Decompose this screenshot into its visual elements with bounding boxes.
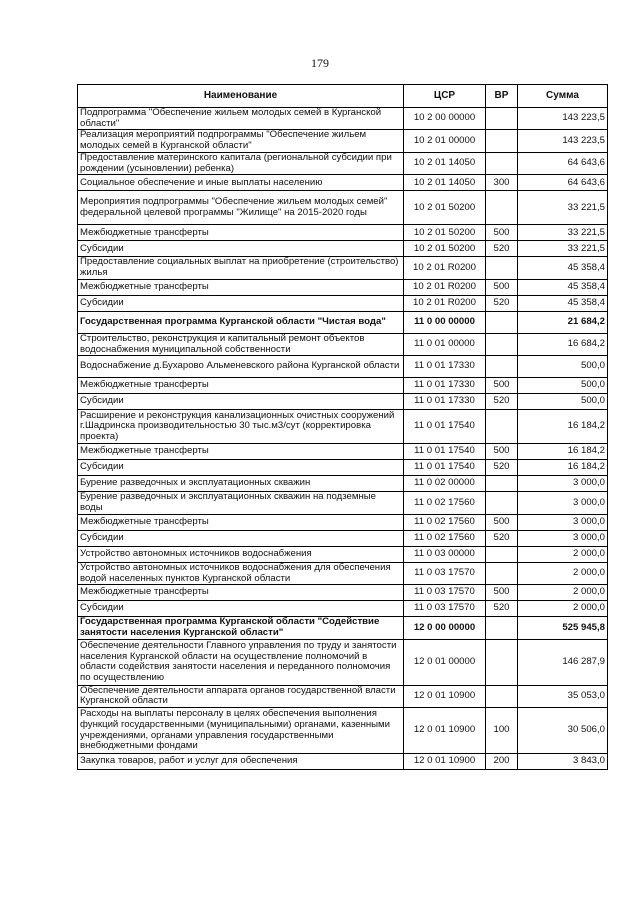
cell-csr: 11 0 03 00000 [404,546,486,562]
cell-sum: 500,0 [518,356,608,378]
table-row [78,333,608,355]
cell-vr [486,356,518,378]
cell-sum: 21 684,2 [518,311,608,333]
cell-sum: 2 000,0 [518,562,608,584]
table-row [78,257,608,279]
table-row [78,585,608,601]
cell-name: Бурение разведочных и эксплуатационных скважин [78,476,404,492]
cell-name: Межбюджетные трансферты [78,444,404,460]
cell-sum: 2 000,0 [518,546,608,562]
table-body [78,108,608,770]
cell-vr [486,476,518,492]
cell-csr: 12 0 00 00000 [404,617,486,639]
cell-sum: 3 000,0 [518,514,608,530]
cell-name: Субсидии [78,530,404,546]
cell-name: Предоставление материнского капитала (региональной субсидии при рождении (усыновлении) ребенка) [78,152,404,174]
table-row [78,191,608,225]
cell-sum: 146 287,9 [518,639,608,685]
header-sum: Сумма [518,85,608,108]
cell-csr: 11 0 02 00000 [404,476,486,492]
cell-vr: 500 [486,444,518,460]
cell-csr: 11 0 01 17540 [404,444,486,460]
table-row [78,514,608,530]
cell-name: Субсидии [78,601,404,617]
table-row [78,617,608,639]
cell-name: Субсидии [78,295,404,311]
cell-name: Строительство, реконструкция и капитальный ремонт объектов водоснабжения муниципальной собственности [78,333,404,355]
cell-sum: 16 184,2 [518,410,608,444]
table-row [78,175,608,191]
cell-sum: 16 684,2 [518,333,608,355]
cell-csr: 10 2 00 00000 [404,108,486,130]
cell-sum: 2 000,0 [518,601,608,617]
cell-vr: 520 [486,241,518,257]
table-row [78,685,608,707]
cell-csr: 11 0 00 00000 [404,311,486,333]
cell-csr: 12 0 01 00000 [404,639,486,685]
cell-vr [486,562,518,584]
table-row [78,530,608,546]
cell-csr: 11 0 02 17560 [404,492,486,514]
cell-vr: 300 [486,175,518,191]
header-row [78,85,608,108]
table-row [78,492,608,514]
cell-vr [486,333,518,355]
cell-name: Мероприятия подпрограммы "Обеспечение жильем молодых семей" федеральной целевой программы "Жилище" на 2015-2020 годы [78,191,404,225]
cell-name: Государственная программа Курганской области "Содействие занятости населения Курганской области" [78,617,404,639]
cell-csr: 11 0 02 17560 [404,514,486,530]
cell-name: Субсидии [78,241,404,257]
cell-name: Реализация мероприятий подпрограммы "Обеспечение жильем молодых семей в Курганской области" [78,130,404,152]
cell-sum: 45 358,4 [518,257,608,279]
table-row [78,108,608,130]
cell-sum: 64 643,6 [518,152,608,174]
cell-vr: 500 [486,585,518,601]
table-row [78,708,608,754]
table-row [78,225,608,241]
cell-vr: 520 [486,295,518,311]
cell-vr: 500 [486,514,518,530]
cell-sum: 2 000,0 [518,585,608,601]
table-row [78,410,608,444]
cell-name: Водоснабжение д.Бухарово Альменевского района Курганской области [78,356,404,378]
cell-sum: 64 643,6 [518,175,608,191]
cell-vr [486,685,518,707]
cell-sum: 143 223,5 [518,130,608,152]
table-row [78,546,608,562]
cell-sum: 16 184,2 [518,444,608,460]
table-row [78,476,608,492]
cell-sum: 3 000,0 [518,530,608,546]
cell-sum: 3 000,0 [518,492,608,514]
cell-name: Обеспечение деятельности Главного управления по труду и занятости населения Курганской области на осуществление полномочий в области содействия занятости населения и переданного полномочия по осуществлению [78,639,404,685]
budget-table [77,84,608,770]
cell-name: Социальное обеспечение и иные выплаты населению [78,175,404,191]
cell-vr [486,639,518,685]
cell-csr: 10 2 01 R0200 [404,257,486,279]
cell-name: Расширение и реконструкция канализационных очистных сооружений г.Шадринска производительностью 30 тыс.м3/сут (корректировка проекта) [78,410,404,444]
cell-csr: 12 0 01 10900 [404,754,486,770]
table-row [78,601,608,617]
cell-csr: 10 2 01 R0200 [404,295,486,311]
cell-csr: 11 0 01 17330 [404,394,486,410]
cell-csr: 12 0 01 10900 [404,708,486,754]
cell-csr: 11 0 02 17560 [404,530,486,546]
table-row [78,460,608,476]
cell-sum: 45 358,4 [518,295,608,311]
cell-vr [486,410,518,444]
cell-sum: 500,0 [518,378,608,394]
cell-csr: 11 0 01 17540 [404,410,486,444]
cell-name: Предоставление социальных выплат на приобретение (строительство) жилья [78,257,404,279]
cell-csr: 11 0 01 17330 [404,356,486,378]
cell-vr [486,152,518,174]
header-vr: ВР [486,85,518,108]
cell-name: Межбюджетные трансферты [78,585,404,601]
cell-name: Межбюджетные трансферты [78,279,404,295]
cell-name: Межбюджетные трансферты [78,378,404,394]
cell-sum: 3 000,0 [518,476,608,492]
cell-name: Закупка товаров, работ и услуг для обеспечения [78,754,404,770]
cell-sum: 500,0 [518,394,608,410]
cell-name: Субсидии [78,460,404,476]
cell-vr: 520 [486,601,518,617]
cell-vr [486,311,518,333]
cell-sum: 525 945,8 [518,617,608,639]
cell-vr: 520 [486,530,518,546]
cell-vr [486,191,518,225]
cell-name: Подпрограмма "Обеспечение жильем молодых семей в Курганской области" [78,108,404,130]
header-name: Наименование [78,85,404,108]
cell-name: Устройство автономных источников водоснабжения [78,546,404,562]
cell-vr: 500 [486,279,518,295]
cell-sum: 3 843,0 [518,754,608,770]
table-row [78,444,608,460]
cell-csr: 10 2 01 R0200 [404,279,486,295]
page-number: 179 [311,56,329,70]
cell-vr [486,546,518,562]
table-row [78,279,608,295]
table-row [78,295,608,311]
cell-csr: 11 0 01 17540 [404,460,486,476]
cell-csr: 11 0 01 17330 [404,378,486,394]
cell-csr: 10 2 01 14050 [404,152,486,174]
cell-csr: 10 2 01 50200 [404,241,486,257]
cell-csr: 11 0 01 00000 [404,333,486,355]
cell-csr: 12 0 01 10900 [404,685,486,707]
cell-vr [486,257,518,279]
cell-vr: 500 [486,378,518,394]
table-row [78,562,608,584]
table-row [78,311,608,333]
cell-vr: 520 [486,460,518,476]
cell-sum: 16 184,2 [518,460,608,476]
table-row [78,356,608,378]
table-row [78,152,608,174]
cell-sum: 143 223,5 [518,108,608,130]
cell-csr: 10 2 01 14050 [404,175,486,191]
cell-sum: 33 221,5 [518,241,608,257]
cell-vr [486,492,518,514]
cell-sum: 30 506,0 [518,708,608,754]
cell-vr [486,130,518,152]
cell-name: Межбюджетные трансферты [78,514,404,530]
table-row [78,378,608,394]
cell-csr: 11 0 03 17570 [404,585,486,601]
cell-name: Субсидии [78,394,404,410]
table-header [78,85,608,108]
cell-sum: 33 221,5 [518,225,608,241]
cell-csr: 10 2 01 50200 [404,225,486,241]
table-row [78,241,608,257]
cell-name: Межбюджетные трансферты [78,225,404,241]
header-csr: ЦСР [404,85,486,108]
cell-sum: 35 053,0 [518,685,608,707]
cell-name: Государственная программа Курганской области "Чистая вода" [78,311,404,333]
table-row [78,130,608,152]
cell-sum: 33 221,5 [518,191,608,225]
table-row [78,639,608,685]
cell-vr: 200 [486,754,518,770]
cell-csr: 11 0 03 17570 [404,601,486,617]
cell-vr [486,108,518,130]
cell-csr: 10 2 01 50200 [404,191,486,225]
cell-vr: 520 [486,394,518,410]
cell-name: Расходы на выплаты персоналу в целях обеспечения выполнения функций государственными (муниципальными) органами, казенными учреждениями, органами управления государственными внебюджетными фондами [78,708,404,754]
cell-name: Бурение разведочных и эксплуатационных скважин на подземные воды [78,492,404,514]
cell-name: Устройство автономных источников водоснабжения для обеспечения водой населенных пунктов Курганской области [78,562,404,584]
cell-csr: 10 2 01 00000 [404,130,486,152]
cell-vr: 100 [486,708,518,754]
table-row [78,754,608,770]
table-row [78,394,608,410]
cell-vr: 500 [486,225,518,241]
cell-csr: 11 0 03 17570 [404,562,486,584]
cell-vr [486,617,518,639]
cell-sum: 45 358,4 [518,279,608,295]
cell-name: Обеспечение деятельности аппарата органов государственной власти Курганской области [78,685,404,707]
